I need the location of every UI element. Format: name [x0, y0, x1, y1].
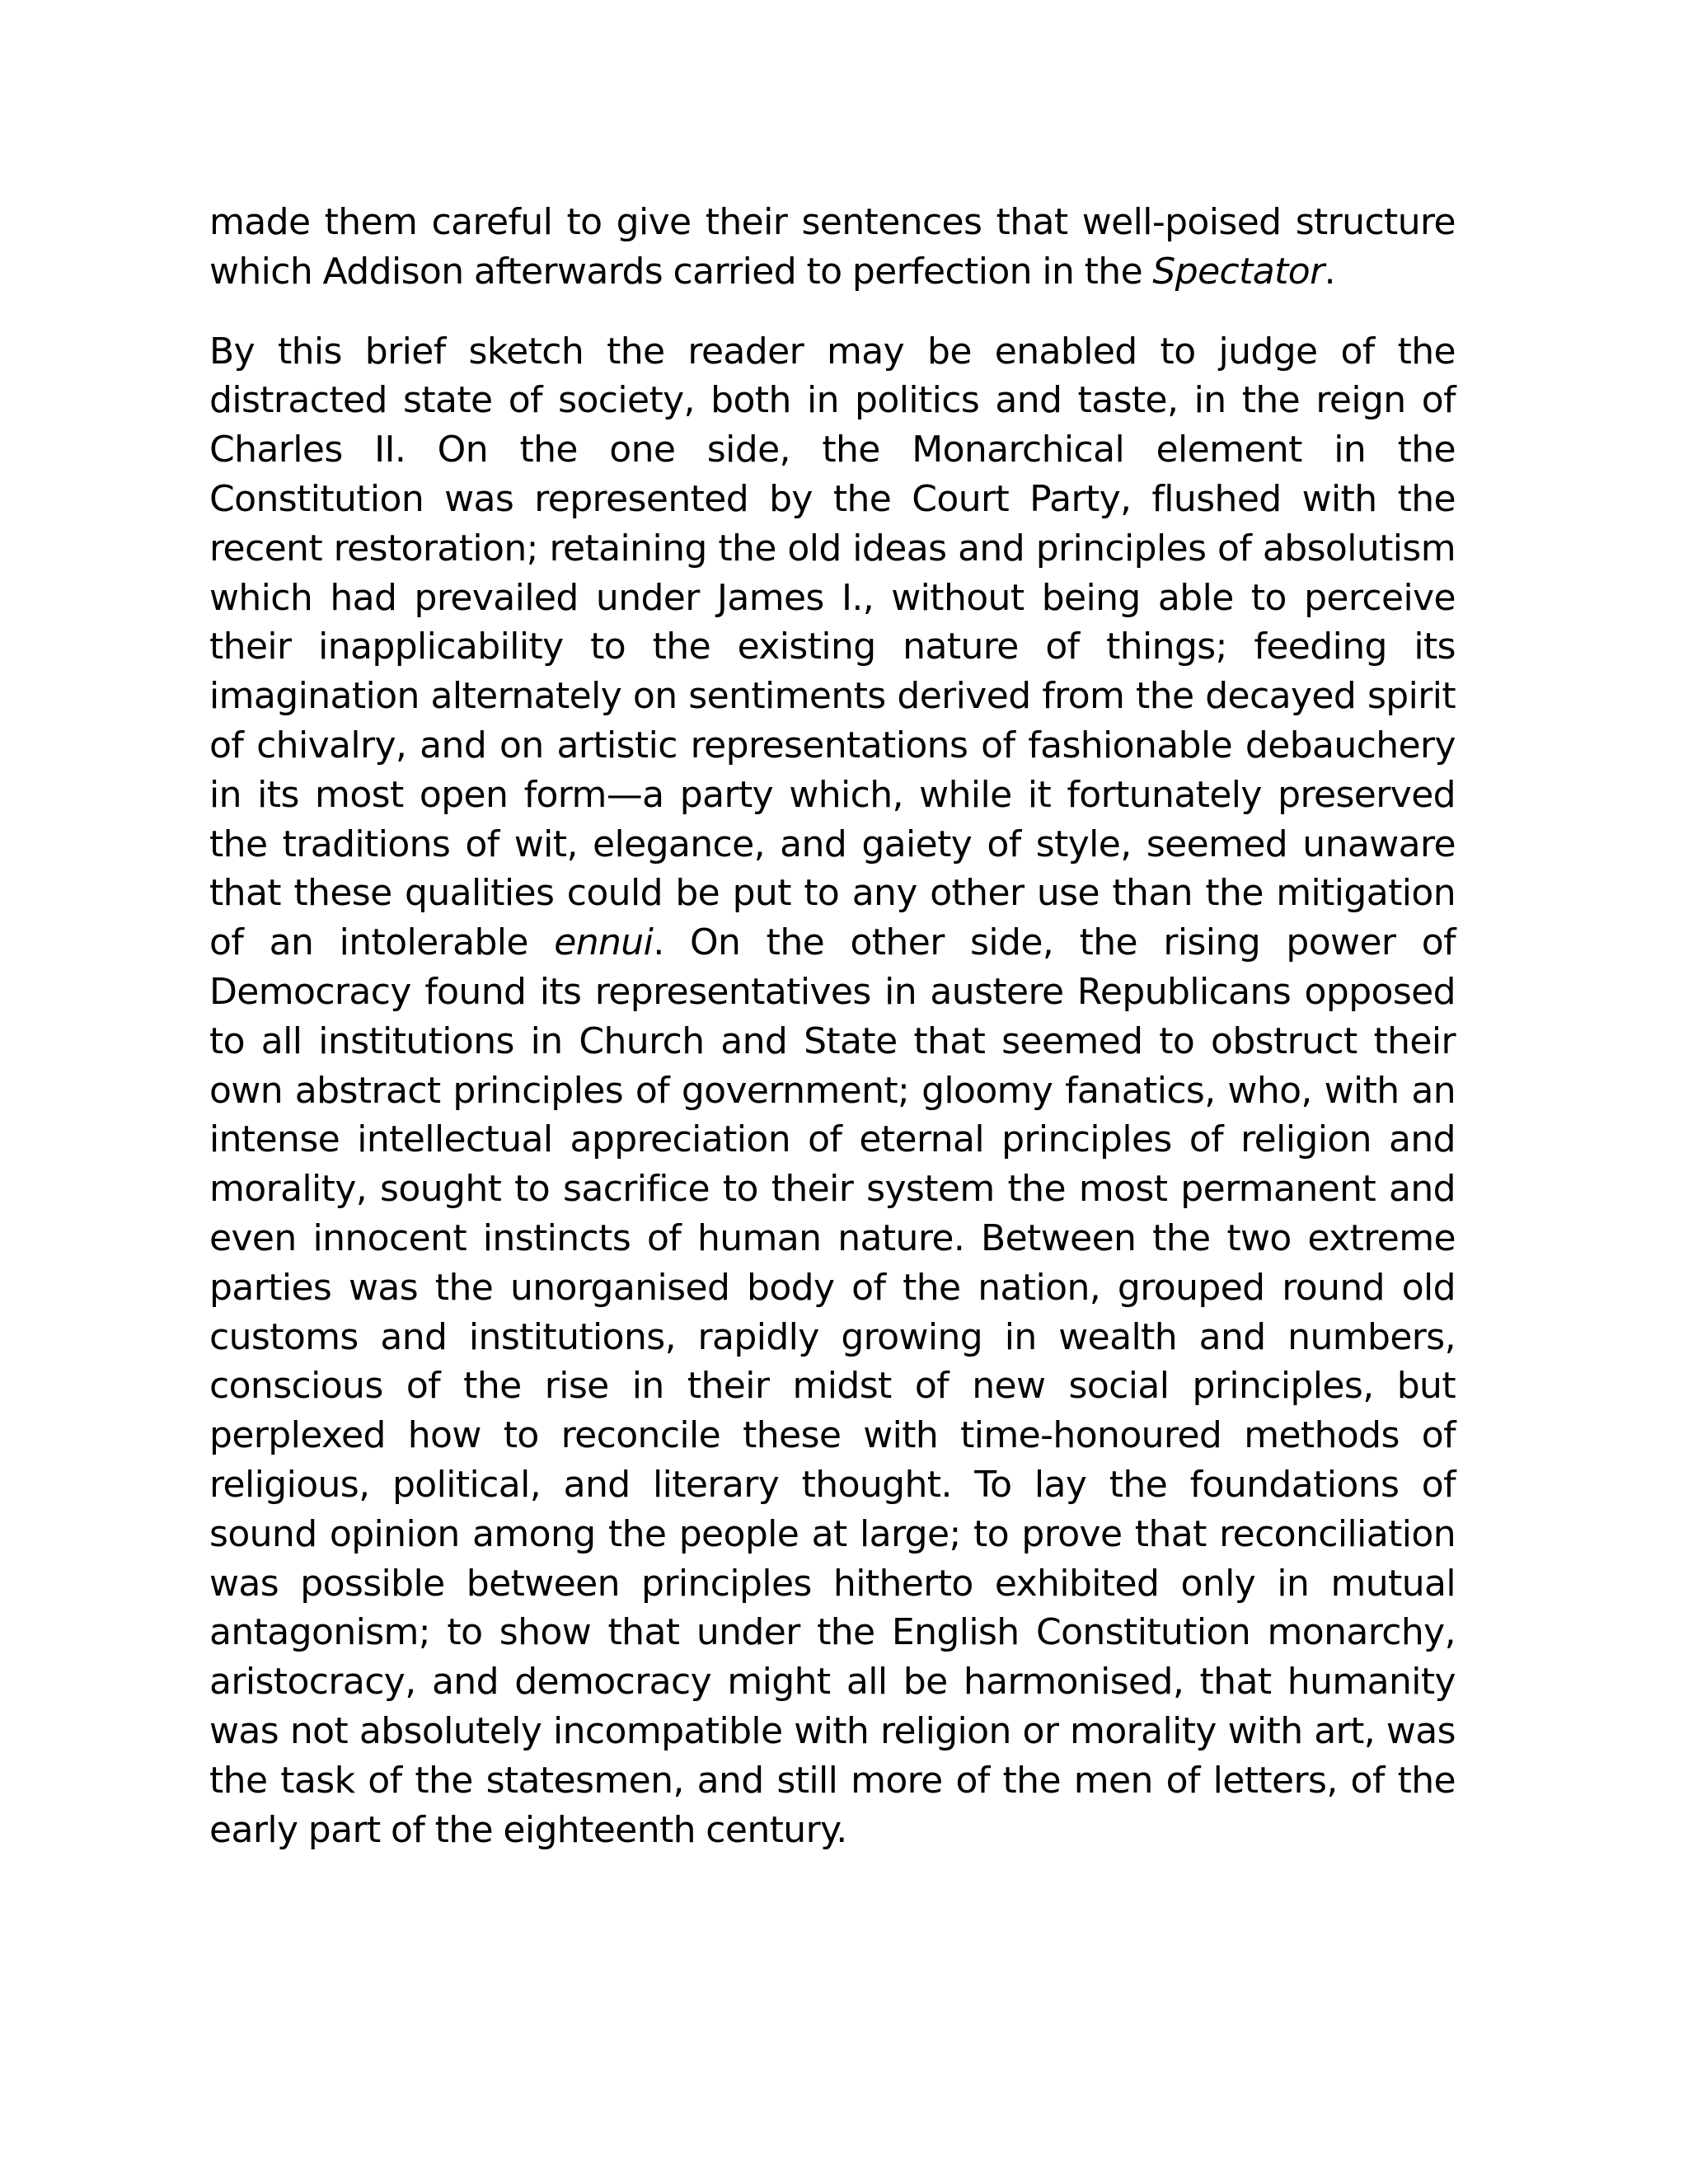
paragraph-2-italic-word: ennui: [554, 921, 654, 964]
paragraph-1: [209, 198, 1456, 297]
paragraph-2-text-end: . On the other side, the rising power of Democracy found its representatives in austere Republicans opposed to all institutions in Church and State that seemed to obstruct their own abstract principles of government; gloomy fanatics, who, with an intense intellectual appreciation of eternal principles of religion and morality, sought to sacrifice to their system the most permanent and even innocent instincts of human nature. Between the two extreme parties was the unorganised body of the nation, grouped round old customs and institutions, rapidly growing in wealth and numbers, conscious of the rise in their midst of new social principles, but perplexed how to reconcile these with time-honoured methods of religious, political, and literary thought. To lay the foundations of sound opinion among the people at large; to prove that reconciliation was possible between principles hitherto exhibited only in mutual antagonism; to show that under the English Constitution monarchy, aristocracy, and democracy might all be harmonised, that humanity was not absolutely incompatible with religion or morality with art, was the task of the statesmen, and still more of the men of letters, of the early part of the eighteenth century.: [209, 921, 1456, 1851]
page-body: [209, 198, 1456, 1854]
paragraph-1-italic-title: Spectator: [1152, 250, 1325, 293]
paragraph-1-text: made them careful to give their sentences that well-poised structure which Addison afterwards carried to perfection in the: [209, 201, 1456, 293]
paragraph-1-end: .: [1324, 250, 1336, 293]
paragraph-2-text-start: By this brief sketch the reader may be enabled to judge of the distracted state of society, both in politics and taste, in the reign of Charles II. On the one side, the Monarchical element in the Constitution was represented by the Court Party, flushed with the recent restoration; retaining the old ideas and principles of absolutism which had prevailed under James I., without being able to perceive their inapplicability to the existing nature of things; feeding its imagination alternately on sentiments derived from the decayed spirit of chivalry, and on artistic representations of fashionable debauchery in its most open form—a party which, while it fortunately preserved the traditions of wit, elegance, and gaiety of style, seemed unaware that these qualities could be put to any other use than the mitigation of an intolerable: [209, 330, 1456, 964]
paragraph-2: [209, 327, 1456, 1855]
